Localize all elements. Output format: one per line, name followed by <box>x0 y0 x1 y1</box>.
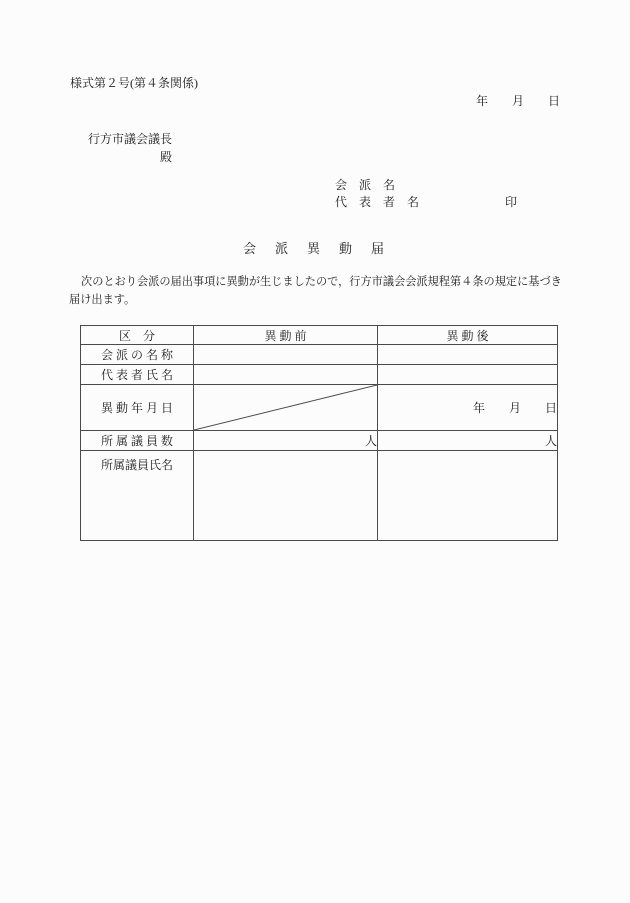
col-header-after: 異 動 後 <box>378 326 558 345</box>
row-label-change-date: 異 動 年 月 日 <box>81 385 194 431</box>
table-row-faction-name <box>81 345 558 365</box>
representative-name-label: 代 表 者 名 <box>335 195 420 209</box>
member-names-after-cell <box>378 451 558 541</box>
col-header-before: 異 動 前 <box>194 326 378 345</box>
table-row-representative <box>81 365 558 385</box>
representative-after-cell <box>378 365 558 385</box>
seal-label: 印 <box>505 195 518 209</box>
member-count-after-cell: 人 <box>378 431 558 451</box>
document-title: 会 派 異 動 届 <box>242 241 387 256</box>
representative-before-cell <box>194 365 378 385</box>
member-names-before-cell <box>194 451 378 541</box>
diagonal-strikeout-line <box>194 385 377 430</box>
honorific-dono: 殿 <box>160 150 173 164</box>
row-label-member-names: 所属議員氏名 <box>81 451 194 541</box>
addressee: 行方市議会議長 <box>88 132 173 146</box>
faction-name-label: 会 派 名 <box>335 178 396 192</box>
table-row-member-count <box>81 431 558 451</box>
table-row-member-names <box>81 451 558 541</box>
change-date-after-cell: 年 月 日 <box>378 385 558 431</box>
faction-name-before-cell <box>194 345 378 365</box>
date-line: 年 月 日 <box>476 94 561 108</box>
table-row-change-date <box>81 385 558 431</box>
row-label-member-count: 所 属 議 員 数 <box>81 431 194 451</box>
col-header-category: 区 分 <box>81 326 194 345</box>
body-paragraph: 次のとおり会派の届出事項に異動が生じましたので，行方市議会会派規程第４条の規定に基づき届け出ます。 <box>69 276 562 306</box>
row-label-faction-name: 会 派 の 名 称 <box>81 345 194 365</box>
row-label-representative: 代 表 者 氏 名 <box>81 365 194 385</box>
change-date-before-cell-diagonal <box>194 385 378 431</box>
table-header-row <box>81 326 558 345</box>
faction-name-after-cell <box>378 345 558 365</box>
member-count-before-cell: 人 <box>194 431 378 451</box>
change-notification-table <box>80 325 558 541</box>
form-number: 様式第２号(第４条関係) <box>70 76 198 90</box>
